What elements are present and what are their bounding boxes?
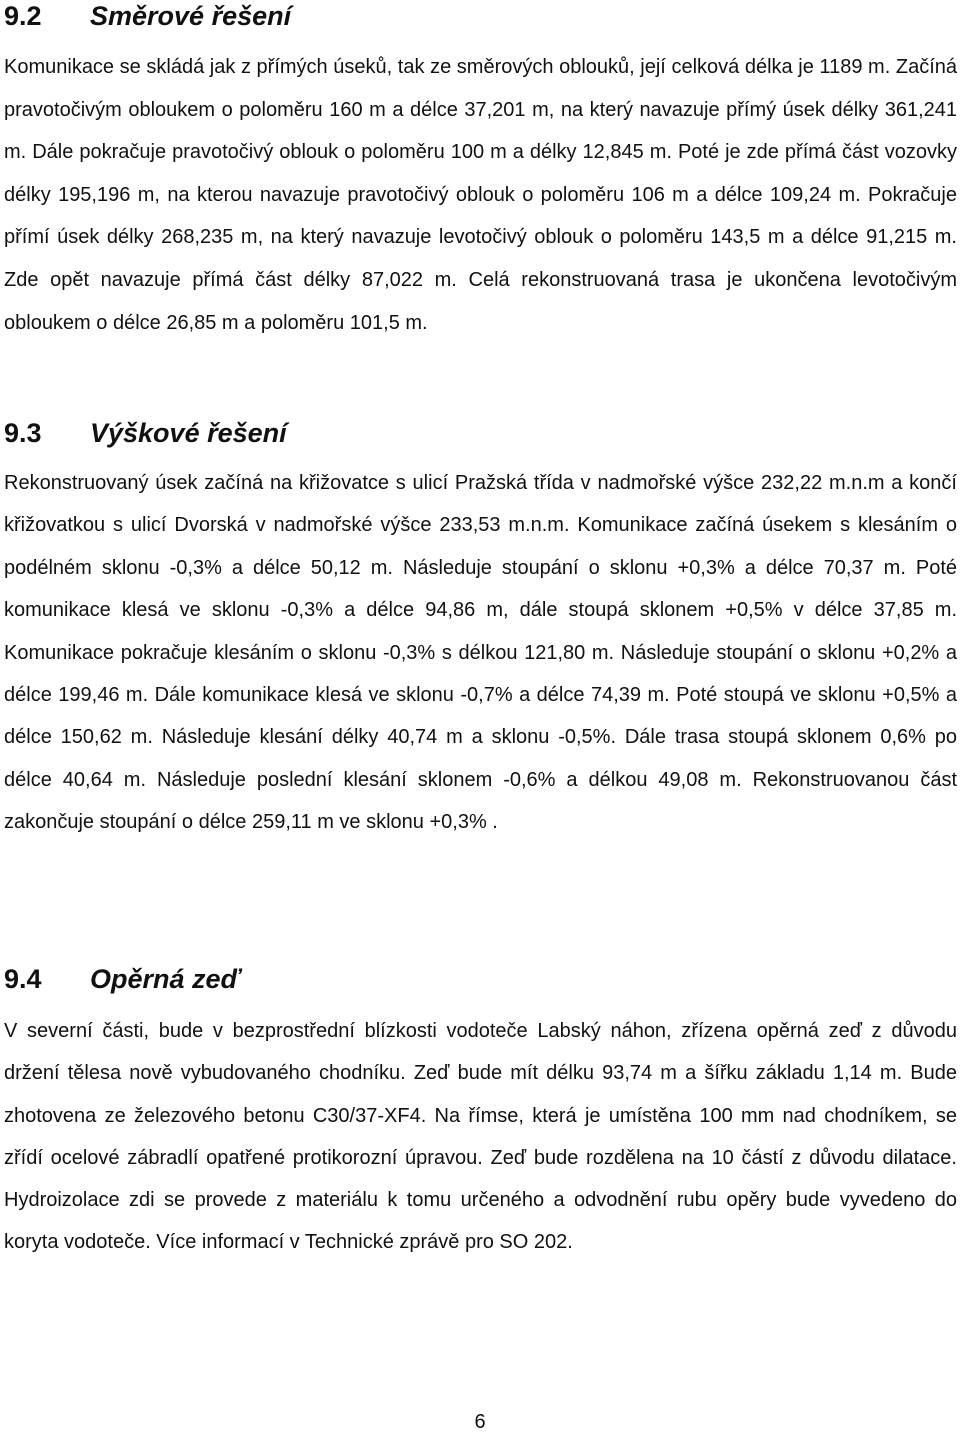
- section-title: Směrové řešení: [90, 1, 292, 31]
- section-number: 9.4: [4, 964, 42, 994]
- section-heading-9-4: [4, 963, 241, 995]
- section-paragraph-operna-zed: V severní části, bude v bezprostřední blízkosti vodoteče Labský náhon, zřízena opěrná zeď z důvodu držení tělesa nově vybudovaného chodníku. Zeď bude mít délku 93,74 m a šířku základu 1,14 m. Bude zhotovena ze železového betonu C30/37-XF4. Na římse, která je umístěna 100 mm nad chodníkem, se zřídí ocelové zábradlí opatřené protikorozní úpravou. Zeď bude rozdělena na 10 částí z důvodu dilatace. Hydroizolace zdi se provede z materiálu k tomu určeného a odvodnění rubu opěry bude vyvedeno do koryta vodoteče. Více informací v Technické zprávě pro SO 202.: [4, 1020, 957, 1254]
- section-number: 9.2: [4, 1, 42, 31]
- page-number: 6: [474, 1411, 486, 1433]
- section-heading-9-2: [4, 0, 291, 32]
- section-title: Výškové řešení: [90, 418, 287, 448]
- section-number: 9.3: [4, 418, 42, 448]
- section-title: Opěrná zeď: [90, 964, 241, 994]
- section-heading-9-3: [4, 417, 287, 449]
- section-paragraph-smerove-reseni: Komunikace se skládá jak z přímých úseků, tak ze směrových oblouků, její celková délka je 1189 m. Začíná pravotočivým obloukem o poloměru 160 m a délce 37,201 m, na který navazuje přímý úsek délky 361,241 m. Dále pokračuje pravotočivý oblouk o poloměru 100 m a délky 12,845 m. Poté je zde přímá část vozovky délky 195,196 m, na kterou navazuje pravotočivý oblouk o poloměru 106 m a délce 109,24 m. Pokračuje přímí úsek délky 268,235 m, na který navazuje levotočivý oblouk o poloměru 143,5 m a délce 91,215 m. Zde opět navazuje přímá část délky 87,022 m. Celá rekonstruovaná trasa je ukončena levotočivým obloukem o délce 26,85 m a poloměru 101,5 m.: [4, 56, 957, 334]
- section-paragraph-vyskove-reseni: Rekonstruovaný úsek začíná na křižovatce s ulicí Pražská třída v nadmořské výšce 232,22 m.n.m a končí křižovatkou s ulicí Dvorská v nadmořské výšce 233,53 m.n.m. Komunikace začíná úsekem s klesáním o podélném sklonu -0,3% a délce 50,12 m. Následuje stoupání o sklonu +0,3% a délce 70,37 m. Poté komunikace klesá ve sklonu -0,3% a délce 94,86 m, dále stoupá sklonem +0,5% v délce 37,85 m. Komunikace pokračuje klesáním o sklonu -0,3% s délkou 121,80 m. Následuje stoupání o sklonu +0,2% a délce 199,46 m. Dále komunikace klesá ve sklonu -0,7% a délce 74,39 m. Poté stoupá ve sklonu +0,5% a délce 150,62 m. Následuje klesání délky 40,74 m a sklonu -0,5%. Dále trasa stoupá sklonem 0,6% po délce 40,64 m. Následuje poslední klesání sklonem -0,6% a délkou 49,08 m. Rekonstruovanou část zakončuje stoupání o délce 259,11 m ve sklonu +0,3% .: [4, 472, 957, 834]
